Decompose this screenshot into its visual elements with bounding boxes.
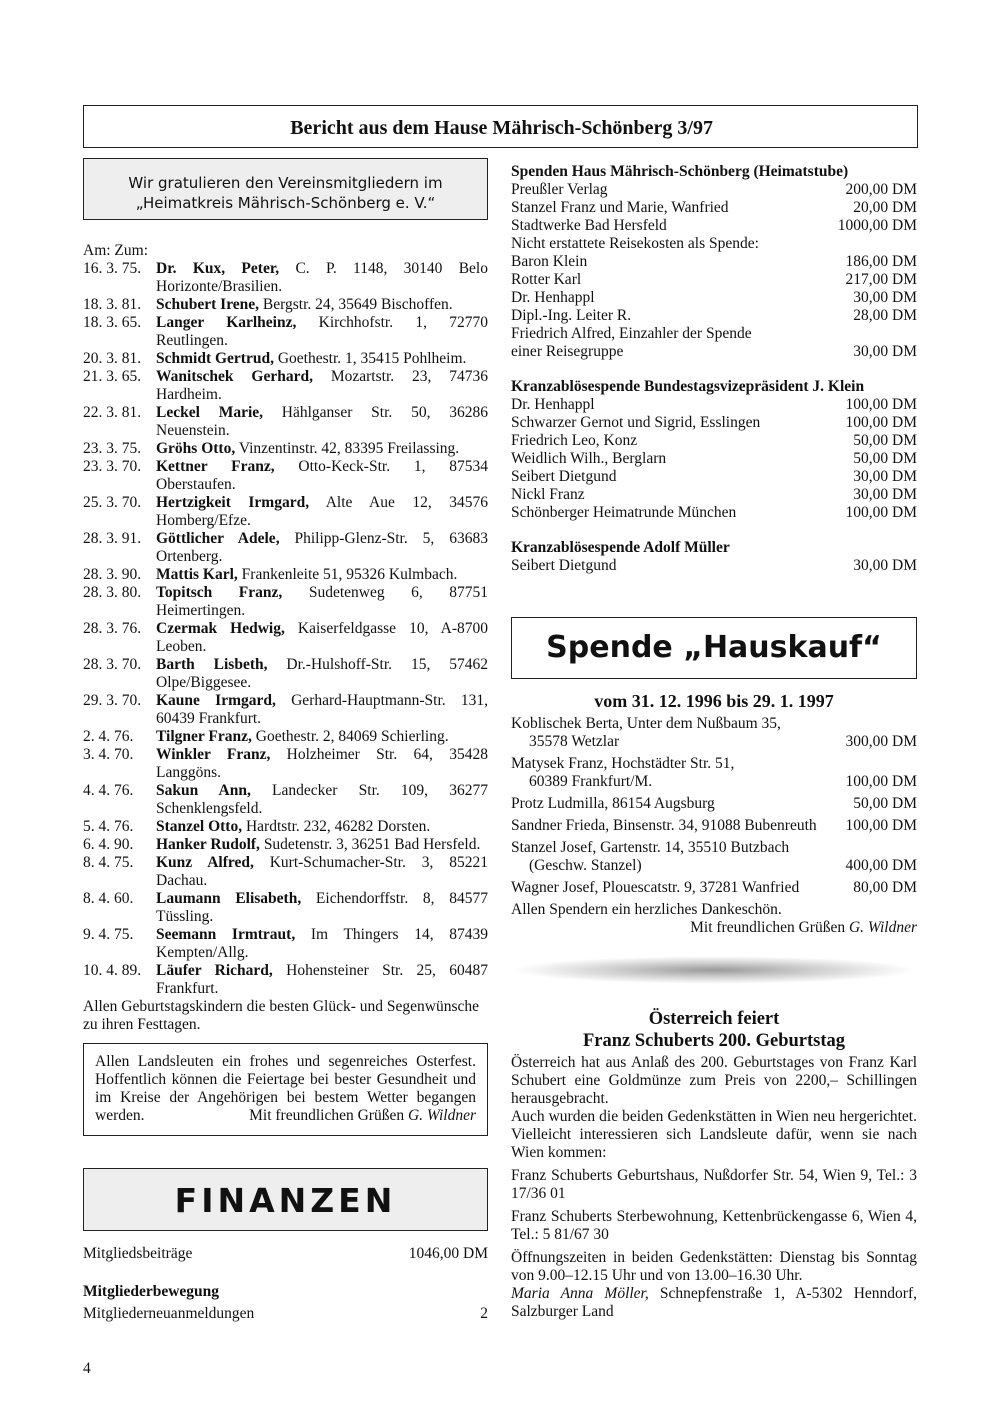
birthday-date: 23. 3. 75.: [83, 440, 142, 457]
birthday-entry: [83, 314, 488, 350]
birthday-address: Bergstr. 24, 35649 Bischoffen.: [259, 296, 453, 313]
birthday-text: [156, 314, 488, 350]
donation-row: [511, 199, 917, 217]
birthday-name: Schmidt Gertrud,: [156, 350, 274, 367]
birthday-entry: [83, 836, 488, 854]
birthday-name: Kunz Alfred,: [156, 854, 254, 871]
birthday-entry: [83, 656, 488, 692]
donation-row: [511, 432, 917, 450]
birthday-text: [156, 584, 488, 620]
hauskauf-amount-row: [511, 857, 917, 875]
hauskauf-amount: 300,00 DM: [845, 733, 917, 750]
birthday-entry: [83, 890, 488, 926]
birthday-address: Gerhard-Hauptmann-Str. 131, 60439 Frankfurt.: [156, 692, 489, 727]
birthday-address: Philipp-Glenz-Str. 5, 63683 Ortenberg.: [156, 530, 488, 565]
birthday-entry: [83, 440, 488, 458]
birthday-date: 8. 4. 75.: [83, 854, 134, 871]
hauskauf-donor-line1: Koblischek Berta, Unter dem Nußbaum 35,: [511, 715, 781, 732]
birthday-date: 5. 4. 76.: [83, 818, 134, 835]
birthday-text: [156, 440, 488, 458]
birthday-entry: [83, 566, 488, 584]
birthday-text: [156, 566, 488, 584]
birthday-date: 28. 3. 91.: [83, 530, 142, 547]
birthday-address: Eichendorffstr. 8, 84577 Tüssling.: [156, 890, 488, 925]
neuanmeldungen-label: Mitgliederneuanmeldungen: [83, 1305, 255, 1322]
birthday-entry: [83, 818, 488, 836]
birthday-name: Göttlicher Adele,: [156, 530, 280, 547]
donation-row: [511, 289, 917, 307]
birthday-date: 28. 3. 70.: [83, 656, 142, 673]
birthday-name: Wanitschek Gerhard,: [156, 368, 313, 385]
birthday-date: 20. 3. 81.: [83, 350, 142, 367]
donation-row: [511, 486, 917, 504]
left-column: [83, 158, 488, 1034]
schubert-contact-name: Maria Anna Möller,: [511, 1285, 649, 1302]
birthday-name: Tilgner Franz,: [156, 728, 252, 745]
birthday-entry: [83, 494, 488, 530]
donor-name: Friedrich Leo, Konz: [511, 432, 638, 449]
hauskauf-list: [511, 715, 917, 897]
birthday-entry: [83, 746, 488, 782]
donation-row: [511, 414, 917, 432]
easter-author: G. Wildner: [407, 1107, 476, 1124]
donation-amount: 50,00 DM: [853, 450, 917, 467]
birthday-date: 28. 3. 76.: [83, 620, 142, 637]
hauskauf-amount: 400,00 DM: [845, 857, 917, 874]
kranz-mueller-heading: Kranzablösespende Adolf Müller: [511, 539, 730, 556]
donation-row: [511, 504, 917, 522]
friedrich-line1: Friedrich Alfred, Einzahler der Spende: [511, 325, 752, 342]
birthday-address: Im Thingers 14, 87439 Kempten/Allg.: [156, 926, 488, 961]
donation-amount: 30,00 DM: [853, 468, 917, 485]
birthday-name: Hertzigkeit Irmgard,: [156, 494, 310, 511]
donor-name: Rotter Karl: [511, 271, 582, 288]
schubert-title2: Franz Schuberts 200. Geburtstag: [582, 1031, 846, 1051]
birthday-address: Vinzentinstr. 42, 83395 Freilassing.: [235, 440, 460, 457]
birthday-text: [156, 836, 488, 854]
schubert-p1: Österreich hat aus Anlaß des 200. Geburtstages von Franz Karl Schubert eine Goldmünze zum Preis von 2200,– Schillingen herausgebracht.: [511, 1054, 917, 1107]
birthday-entry: [83, 368, 488, 404]
birthday-name: Langer Karlheinz,: [156, 314, 297, 331]
birthday-date: 25. 3. 70.: [83, 494, 142, 511]
donation-amount: 50,00 DM: [853, 432, 917, 449]
donor-name: Weidlich Wilh., Berglarn: [511, 450, 667, 467]
birthday-address: Alte Aue 12, 34576 Homberg/Efze.: [156, 494, 488, 529]
schubert-contact: [511, 1285, 917, 1321]
donor-name: Seibert Dietgund: [511, 557, 617, 574]
donation-row: [511, 181, 917, 199]
birthday-entry: [83, 350, 488, 368]
birthday-address: Frankenleite 51, 95326 Kulmbach.: [237, 566, 458, 583]
reisekosten-subheading: Nicht erstattete Reisekosten als Spende:: [511, 235, 759, 252]
hauskauf-donor-line2: (Geschw. Stanzel): [529, 857, 642, 874]
birthday-box: [83, 158, 488, 220]
birthday-address: Sudetenstr. 3, 36251 Bad Hersfeld.: [259, 836, 481, 853]
birthday-name: Barth Lisbeth,: [156, 656, 268, 673]
birthday-date: 8. 4. 60.: [83, 890, 134, 907]
donation-row: [511, 217, 917, 235]
birthday-address: Holzheimer Str. 64, 35428 Langgöns.: [156, 746, 488, 781]
birthday-date: 6. 4. 90.: [83, 836, 134, 853]
hauskauf-entry: [511, 839, 917, 875]
hauskauf-author: G. Wildner: [848, 919, 917, 936]
birthday-date: 3. 4. 70.: [83, 746, 134, 763]
birthday-entry: [83, 584, 488, 620]
donation-row: [511, 253, 917, 271]
hauskauf-amount: 50,00 DM: [853, 795, 917, 812]
hauskauf-donor-line1: Sandner Frieda, Binsenstr. 34, 91088 Bubenreuth: [511, 817, 817, 834]
birthday-text: [156, 260, 488, 296]
donation-row: [511, 307, 917, 325]
birthday-address: Mozartstr. 23, 74736 Hardheim.: [156, 368, 489, 403]
birthday-text: [156, 890, 488, 926]
birthday-entry: [83, 404, 488, 440]
birthday-date: 10. 4. 89.: [83, 962, 142, 979]
friedrich-row: [511, 343, 917, 361]
birthday-text: [156, 692, 488, 728]
birthday-box-line1: Wir gratulieren den Vereinsmitgliedern im: [128, 174, 443, 192]
birthday-date: 22. 3. 81.: [83, 404, 142, 421]
hauskauf-amount-row: [511, 879, 917, 897]
hauskauf-amount-row: [511, 795, 917, 813]
donation-row: [511, 450, 917, 468]
birthday-address: Hählganser Str. 50, 36286 Neuenstein.: [156, 404, 488, 439]
donation-row: [511, 271, 917, 289]
donor-name: Dr. Henhappl: [511, 289, 595, 306]
birthday-name: Winkler Franz,: [156, 746, 271, 763]
birthday-text: [156, 494, 488, 530]
birthday-name: Topitsch Franz,: [156, 584, 283, 601]
birthday-list: [83, 260, 488, 998]
hauskauf-entry: [511, 715, 917, 751]
birthday-name: Stanzel Otto,: [156, 818, 243, 835]
birthday-name: Kettner Franz,: [156, 458, 275, 475]
hauskauf-amount-row: [511, 773, 917, 791]
hauskauf-thanks: Allen Spendern ein herzliches Dankeschön.: [511, 901, 782, 918]
hauskauf-entry: [511, 817, 917, 835]
birthday-address: Goethestr. 2, 84069 Schierling.: [251, 728, 449, 745]
birthday-entry: [83, 854, 488, 890]
schubert-p2: Auch wurden die beiden Gedenkstätten in Wien neu hergerichtet. Vielleicht interessieren sich Landsleute dafür, wenn sie nach Wien kommen:: [511, 1108, 917, 1161]
birthday-address: Sudetenweg 6, 87751 Heimertingen.: [156, 584, 489, 619]
hauskauf-donor-line1: Protz Ludmilla, 86154 Augsburg: [511, 795, 715, 812]
hauskauf-donor-line1: Wagner Josef, Plouescatstr. 9, 37281 Wanfried: [511, 879, 800, 896]
birthday-text: [156, 404, 488, 440]
kranz-klein-list: [511, 396, 917, 522]
kranz-klein-heading: Kranzablösespende Bundestagsvizepräsident J. Klein: [511, 378, 865, 395]
birthday-name: Mattis Karl,: [156, 566, 238, 583]
hauskauf-amount: 80,00 DM: [853, 879, 917, 896]
birthday-text: [156, 458, 488, 494]
birthday-entry: [83, 926, 488, 962]
donor-name: Schwarzer Gernot und Sigrid, Esslingen: [511, 414, 761, 431]
easter-greeting: Mit freundlichen Grüßen: [249, 1107, 405, 1124]
birthday-name: Seemann Irmtraut,: [156, 926, 296, 943]
birthday-text: [156, 656, 488, 692]
birthday-date: 23. 3. 70.: [83, 458, 142, 475]
page-header: [83, 105, 918, 148]
donor-name: Schönberger Heimatrunde München: [511, 504, 737, 521]
birthday-date: 28. 3. 80.: [83, 584, 142, 601]
kranz-mueller-list: [511, 557, 917, 575]
birthday-text: [156, 620, 488, 656]
hauskauf-amount-row: [511, 817, 917, 835]
finanzen-title: FINANZEN: [174, 1181, 397, 1220]
birthday-name: Czermak Hedwig,: [156, 620, 285, 637]
donation-amount: 20,00 DM: [853, 199, 917, 216]
donor-name: Baron Klein: [511, 253, 588, 270]
birthday-text: [156, 728, 488, 746]
reisekosten-list: [511, 253, 917, 325]
right-column: [511, 163, 917, 575]
donor-name: Nickl Franz: [511, 486, 585, 503]
page-title: Bericht aus dem Hause Mährisch-Schönberg 3/97: [290, 117, 713, 139]
birthday-name: Läufer Richard,: [156, 962, 273, 979]
neuanmeldungen-row: [83, 1305, 488, 1323]
birthday-address: Dr.-Hulshoff-Str. 15, 57462 Olpe/Biggesee.: [156, 656, 488, 691]
birthday-date: 18. 3. 65.: [83, 314, 142, 331]
birthday-name: Gröhs Otto,: [156, 440, 236, 457]
easter-text: Allen Landsleuten ein frohes und segenreiches Osterfest. Hoffentlich können die Feiertage bei bester Gesundheit und im Kreise der Angehörigen bei bestem Wetter begangen werden.: [95, 1053, 476, 1124]
birthday-name: Kaune Irmgard,: [156, 692, 276, 709]
birthday-date: 16. 3. 75.: [83, 260, 142, 277]
hauskauf-title: Spende „Hauskauf“: [546, 630, 882, 665]
birthday-name: Leckel Marie,: [156, 404, 264, 421]
hauskauf-donor-line2: 35578 Wetzlar: [529, 733, 620, 750]
birthday-entry: [83, 782, 488, 818]
birthday-text: [156, 746, 488, 782]
birthday-address: C. P. 1148, 30140 Belo Horizonte/Brasilien.: [156, 260, 488, 295]
donation-row: [511, 468, 917, 486]
birthday-address: Goethestr. 1, 35415 Pohlheim.: [273, 350, 467, 367]
hauskauf-period: vom 31. 12. 1996 bis 29. 1. 1997: [594, 691, 834, 711]
donor-name: Seibert Dietgund: [511, 468, 617, 485]
neuanmeldungen-value: 2: [480, 1305, 488, 1322]
schubert-section: [511, 1008, 917, 1321]
birthday-date: 18. 3. 81.: [83, 296, 142, 313]
mitgliedsbeitraege-amount: 1046,00 DM: [408, 1245, 488, 1262]
birthday-text: [156, 296, 488, 314]
donation-amount: 100,00 DM: [845, 414, 917, 431]
birthday-name: Schubert Irene,: [156, 296, 260, 313]
schubert-p4: Franz Schuberts Sterbewohnung, Kettenbrückengasse 6, Wien 4, Tel.: 5 81/67 30: [511, 1208, 917, 1243]
birthday-date: 2. 4. 76.: [83, 728, 134, 745]
mitgliedsbeitraege-row: [83, 1245, 488, 1263]
birthday-entry: [83, 260, 488, 296]
birthday-text: [156, 962, 488, 998]
hauskauf-entry: [511, 879, 917, 897]
donor-name: Preußler Verlag: [511, 181, 608, 198]
birthday-closing: Allen Geburtstagskindern die besten Glück- und Segenwünsche zu ihren Festtagen.: [83, 998, 480, 1033]
birthday-date: 29. 3. 70.: [83, 692, 142, 709]
birthday-entry: [83, 692, 488, 728]
donation-amount: 30,00 DM: [853, 486, 917, 503]
spenden-haus-heading: Spenden Haus Mährisch-Schönberg (Heimatstube): [511, 163, 849, 180]
hauskauf-amount: 100,00 DM: [845, 817, 917, 834]
birthday-text: [156, 926, 488, 962]
birthday-address: Kaiserfeldgasse 10, A-8700 Leoben.: [156, 620, 489, 655]
easter-box: [83, 1043, 488, 1136]
finanzen-box: [83, 1168, 488, 1231]
donation-amount: 200,00 DM: [845, 181, 917, 198]
birthday-date: 9. 4. 75.: [83, 926, 134, 943]
am-zum-label: Am: Zum:: [83, 242, 149, 259]
birthday-date: 4. 4. 76.: [83, 782, 134, 799]
birthday-address: Kirchhofstr. 1, 72770 Reutlingen.: [156, 314, 488, 349]
schubert-p5: Öffnungszeiten in beiden Gedenkstätten: Dienstag bis Sonntag von 9.00–12.15 Uhr und von 13.00–16.30 Uhr.: [511, 1249, 917, 1284]
spenden-haus-list: [511, 181, 917, 235]
hauskauf-greeting: Mit freundlichen Grüßen: [690, 919, 846, 936]
birthday-entry: [83, 728, 488, 746]
hauskauf-section: [511, 690, 917, 937]
hauskauf-amount-row: [511, 733, 917, 751]
hauskauf-entry: [511, 795, 917, 813]
donation-amount: 30,00 DM: [853, 289, 917, 306]
birthday-date: 28. 3. 90.: [83, 566, 142, 583]
birthday-text: [156, 818, 488, 836]
birthday-box-line2: „Heimatkreis Mährisch-Schönberg e. V.“: [135, 194, 436, 212]
mitgliedsbeitraege-label: Mitgliedsbeiträge: [83, 1245, 193, 1262]
schubert-contact-rest: Schnepfenstraße 1, A-5302 Henndorf, Salzburger Land: [511, 1285, 918, 1320]
hauskauf-amount: 100,00 DM: [845, 773, 917, 790]
birthday-text: [156, 530, 488, 566]
hauskauf-donor-line1: Matysek Franz, Hochstädter Str. 51,: [511, 755, 735, 772]
birthday-entry: [83, 530, 488, 566]
donor-name: Dipl.-Ing. Leiter R.: [511, 307, 632, 324]
donation-amount: 100,00 DM: [845, 504, 917, 521]
birthday-address: Hardtstr. 232, 46282 Dorsten.: [242, 818, 431, 835]
birthday-address: Hohensteiner Str. 25, 60487 Frankfurt.: [156, 962, 488, 997]
friedrich-line2: einer Reisegruppe: [511, 343, 624, 360]
donation-amount: 30,00 DM: [853, 557, 917, 574]
donation-amount: 100,00 DM: [845, 396, 917, 413]
donation-row: [511, 557, 917, 575]
birthday-entry: [83, 962, 488, 998]
birthday-name: Laumann Elisabeth,: [156, 890, 302, 907]
donation-row: [511, 396, 917, 414]
donor-name: Dr. Henhappl: [511, 396, 595, 413]
birthday-entry: [83, 620, 488, 656]
hauskauf-box: [511, 617, 917, 679]
mitgliederbewegung-heading: Mitgliederbewegung: [83, 1283, 220, 1300]
birthday-name: Sakun Ann,: [156, 782, 251, 799]
schubert-p3: Franz Schuberts Geburtshaus, Nußdorfer Str. 54, Wien 9, Tel.: 3 17/36 01: [511, 1167, 917, 1202]
birthday-text: [156, 350, 488, 368]
birthday-address: Otto-Keck-Str. 1, 87534 Oberstaufen.: [156, 458, 488, 493]
birthday-date: 21. 3. 65.: [83, 368, 142, 385]
donation-amount: 28,00 DM: [853, 307, 917, 324]
birthday-entry: [83, 458, 488, 494]
birthday-text: [156, 368, 488, 404]
birthday-text: [156, 854, 488, 890]
donor-name: Stadtwerke Bad Hersfeld: [511, 217, 667, 234]
birthday-entry: [83, 296, 488, 314]
birthday-address: Kurt-Schumacher-Str. 3, 85221 Dachau.: [156, 854, 488, 889]
donation-amount: 1000,00 DM: [837, 217, 917, 234]
birthday-name: Hanker Rudolf,: [156, 836, 260, 853]
schubert-title1: Österreich feiert: [648, 1009, 780, 1029]
donation-amount: 217,00 DM: [845, 271, 917, 288]
hauskauf-donor-line2: 60389 Frankfurt/M.: [529, 773, 653, 790]
birthday-name: Dr. Kux, Peter,: [156, 260, 280, 277]
friedrich-amount: 30,00 DM: [853, 343, 917, 360]
donation-amount: 186,00 DM: [845, 253, 917, 270]
birthday-address: Landecker Str. 109, 36277 Schenklengsfeld.: [156, 782, 488, 817]
hauskauf-entry: [511, 755, 917, 791]
page-number: 4: [83, 1360, 91, 1377]
hauskauf-donor-line1: Stanzel Josef, Gartenstr. 14, 35510 Butzbach: [511, 839, 790, 856]
birthday-text: [156, 782, 488, 818]
decorative-divider: [511, 956, 917, 984]
donor-name: Stanzel Franz und Marie, Wanfried: [511, 199, 729, 216]
